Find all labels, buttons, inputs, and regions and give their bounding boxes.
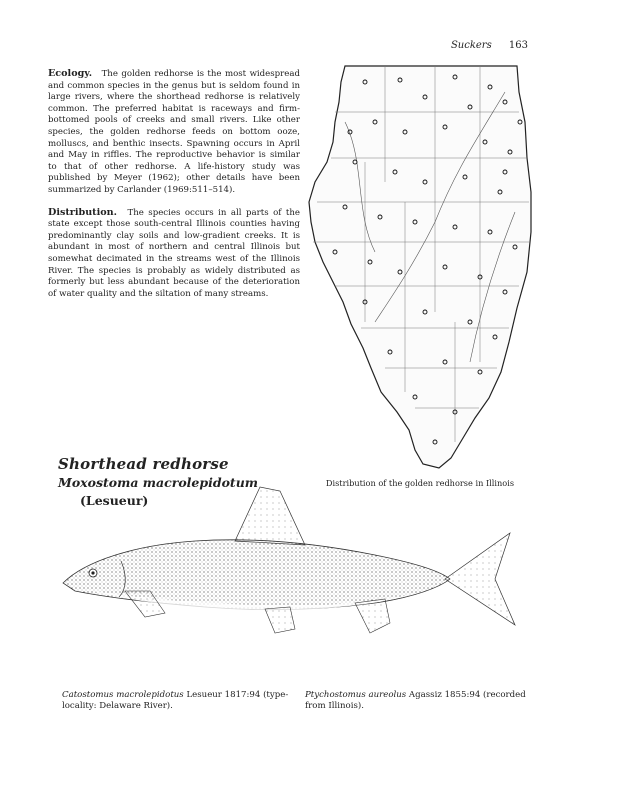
distribution-paragraph: [48, 207, 300, 301]
illinois-outline: [309, 66, 531, 468]
dorsal-fin: [235, 487, 305, 545]
shorthead-redhorse-illustration: [55, 483, 525, 643]
species-author: (Lesueur): [80, 493, 149, 508]
synonym-left-text: Lesueur 1817:94 (type-locality: Delaware River).: [62, 690, 289, 711]
ecology-paragraph: [48, 68, 300, 197]
synonym-left-name: Catostomus macrolepidotus: [62, 690, 184, 700]
ecology-heading: Ecology.: [48, 68, 93, 79]
distribution-heading: Distribution.: [48, 206, 117, 218]
anal-fin: [355, 599, 390, 633]
illinois-distribution-map: [305, 62, 535, 472]
body-text-column: [48, 68, 300, 310]
caudal-fin: [445, 533, 515, 625]
running-header: [451, 40, 528, 51]
page-number: 163: [508, 40, 528, 51]
synonym-left: [62, 690, 297, 712]
synonym-right: [305, 690, 535, 712]
species-common-name: Shorthead redhorse: [58, 455, 229, 473]
section-title: Suckers: [450, 40, 492, 51]
map-caption: Distribution of the golden redhorse in Illinois: [325, 478, 515, 488]
distribution-text: The species occurs in all parts of the state except those south-central Illinois counties having predominantly clay soils and low-gradient creeks. It is abundant in most of northern and central Illinois but somewhat decimated in the streams west of the Illinois River. The species is probably as widely distributed as formerly but less abundant because of the deterioration of water quality and the siltation of many streams.: [48, 207, 301, 299]
synonym-right-text: Agassiz 1855:94 (recorded from Illinois).: [305, 690, 526, 711]
synonym-right-name: Ptychostomus aureolus: [305, 690, 407, 700]
pelvic-fin: [265, 607, 295, 633]
species-scientific-name: Moxostoma macrolepidotum: [58, 475, 259, 490]
ecology-text: The golden redhorse is the most widespread and common species in the genus but is seldom found in large rivers, where the shorthead redhorse is relatively common. The preferred habitat is raceways and firm-bottomed pools of creeks and small rivers. Like other species, the golden redhorse feeds on bottom ooze, molluscs, and benthic insects. Spawning occurs in April and May in riffles. The reproductive behavior is similar to that of other redhorse. A life-history study was published by Meyer (1962); other details have been summarized by Carlander (1969:511–514).: [48, 69, 300, 195]
